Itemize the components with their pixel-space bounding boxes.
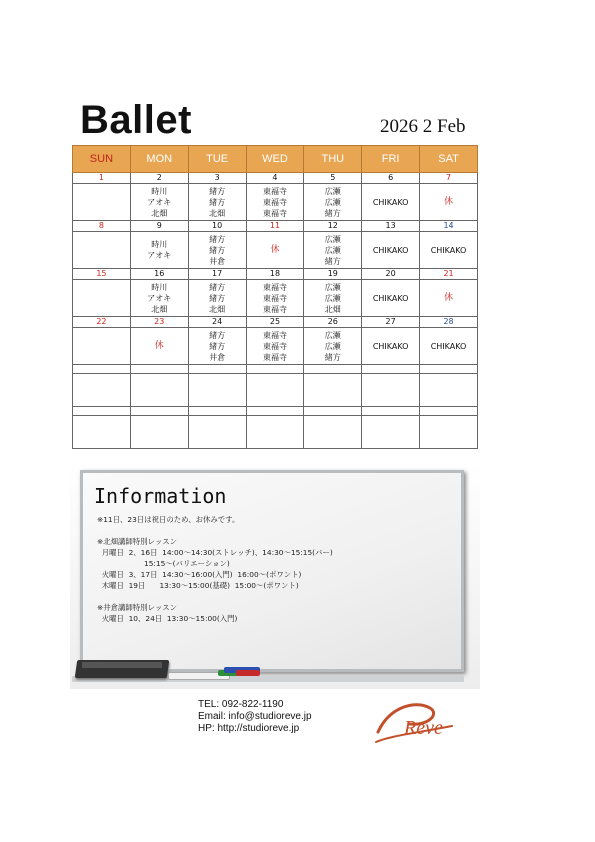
date-number: 17 <box>188 269 246 280</box>
schedule-row <box>73 280 478 317</box>
instructor-name: 緒方 <box>209 197 226 207</box>
date-number: 11 <box>246 221 304 232</box>
instructor-name: CHIKAKO <box>372 341 409 351</box>
instructor-name: 緒方 <box>324 352 341 362</box>
empty-row <box>73 365 478 374</box>
instructor-name: 緒方 <box>324 256 341 266</box>
schedule-row <box>73 184 478 221</box>
instructor-name: 緒方 <box>209 186 226 196</box>
schedule-cell <box>130 232 188 269</box>
date-number: 16 <box>130 269 188 280</box>
calendar-body <box>73 173 478 449</box>
closed-label: 休 <box>444 196 454 207</box>
instructor-name: 緒方 <box>209 234 226 244</box>
contact-tel: TEL: 092-822-1190 <box>198 699 284 710</box>
instructor-name: 東福寺 <box>262 197 287 207</box>
reve-logo <box>370 696 460 746</box>
date-row <box>73 173 478 184</box>
instructor-name: 時川 <box>151 186 168 196</box>
contact-hp: HP: http://studioreve.jp <box>198 723 300 734</box>
schedule-cell <box>130 328 188 365</box>
empty-row <box>73 374 478 407</box>
calendar-table <box>72 145 478 449</box>
schedule-cell <box>420 280 478 317</box>
instructor-name: 広瀬 <box>324 245 341 255</box>
info-title: Information <box>94 484 227 508</box>
info-line: 火曜日 3、17日 14:30〜16:00(入門) 16:00〜(ポワント) <box>97 570 302 579</box>
info-line: 火曜日 10、24日 13:30〜15:00(入門) <box>97 614 238 623</box>
schedule-cell <box>362 184 420 221</box>
date-number: 9 <box>130 221 188 232</box>
instructor-name: 広瀬 <box>324 186 341 196</box>
instructor-name: 東福寺 <box>262 341 287 351</box>
schedule-cell <box>420 328 478 365</box>
date-number: 7 <box>420 173 478 184</box>
instructor-name: 北畑 <box>209 304 226 314</box>
weekday-thu: THU <box>304 146 362 173</box>
date-number: 1 <box>73 173 131 184</box>
date-number: 24 <box>188 317 246 328</box>
schedule-cell <box>130 280 188 317</box>
date-number: 15 <box>73 269 131 280</box>
info-line <box>97 525 333 536</box>
date-number: 23 <box>130 317 188 328</box>
schedule-cell <box>130 184 188 221</box>
schedule-cell <box>246 328 304 365</box>
weekday-sun: SUN <box>73 146 131 173</box>
instructor-name: 北畑 <box>151 208 168 218</box>
date-number: 25 <box>246 317 304 328</box>
schedule-cell <box>246 280 304 317</box>
date-number: 21 <box>420 269 478 280</box>
instructor-name: 広瀬 <box>324 330 341 340</box>
instructor-name: アオキ <box>147 197 172 207</box>
weekday-header-row <box>73 146 478 173</box>
date-number: 28 <box>420 317 478 328</box>
schedule-cell <box>304 184 362 221</box>
schedule-cell <box>362 232 420 269</box>
schedule-row <box>73 232 478 269</box>
weekday-wed: WED <box>246 146 304 173</box>
schedule-cell <box>188 184 246 221</box>
info-line: ※井倉講師特別レッスン <box>97 603 178 612</box>
schedule-cell <box>362 280 420 317</box>
closed-label: 休 <box>154 340 164 351</box>
instructor-name: 東福寺 <box>262 352 287 362</box>
schedule-cell <box>420 232 478 269</box>
instructor-name: 緒方 <box>209 245 226 255</box>
info-text <box>97 514 333 624</box>
instructor-name: 緒方 <box>324 208 341 218</box>
instructor-name: 井倉 <box>209 256 226 266</box>
schedule-cell <box>188 232 246 269</box>
weekday-sat: SAT <box>420 146 478 173</box>
date-number: 2 <box>130 173 188 184</box>
info-line <box>97 591 333 602</box>
weekday-mon: MON <box>130 146 188 173</box>
instructor-name: 東福寺 <box>262 304 287 314</box>
instructor-name: 井倉 <box>209 352 226 362</box>
month-label: 2026 2 Feb <box>380 116 466 137</box>
date-number: 26 <box>304 317 362 328</box>
instructor-name: 東福寺 <box>262 282 287 292</box>
schedule-cell <box>73 280 131 317</box>
empty-row <box>73 407 478 416</box>
eraser-top <box>82 662 162 668</box>
instructor-name: 北畑 <box>151 304 168 314</box>
instructor-name: アオキ <box>147 293 172 303</box>
instructor-name: 広瀬 <box>324 197 341 207</box>
instructor-name: 緒方 <box>209 293 226 303</box>
instructor-name: 緒方 <box>209 282 226 292</box>
date-number: 6 <box>362 173 420 184</box>
date-number: 12 <box>304 221 362 232</box>
instructor-name: 広瀬 <box>324 234 341 244</box>
logo-text: Reve <box>404 717 443 739</box>
closed-label: 休 <box>444 292 454 303</box>
schedule-cell <box>73 232 131 269</box>
instructor-name: 東福寺 <box>262 330 287 340</box>
date-number: 3 <box>188 173 246 184</box>
instructor-name: 時川 <box>151 282 168 292</box>
schedule-cell <box>304 328 362 365</box>
instructor-name: 東福寺 <box>262 208 287 218</box>
instructor-name: 緒方 <box>209 330 226 340</box>
date-number: 27 <box>362 317 420 328</box>
info-line: 月曜日 2、16日 14:00〜14:30(ストレッチ)、14:30〜15:15(バー) <box>97 548 333 557</box>
date-number: 20 <box>362 269 420 280</box>
schedule-row <box>73 328 478 365</box>
contact-email: Email: info@studioreve.jp <box>198 711 312 722</box>
schedule-cell <box>420 184 478 221</box>
schedule-cell <box>304 280 362 317</box>
schedule-cell <box>246 184 304 221</box>
date-row <box>73 221 478 232</box>
instructor-name: 東福寺 <box>262 293 287 303</box>
instructor-name: CHIKAKO <box>430 341 467 351</box>
instructor-name: 広瀬 <box>324 293 341 303</box>
instructor-name: 東福寺 <box>262 186 287 196</box>
date-number: 8 <box>73 221 131 232</box>
instructor-name: CHIKAKO <box>372 245 409 255</box>
date-number: 5 <box>304 173 362 184</box>
weekday-tue: TUE <box>188 146 246 173</box>
contact-block <box>198 699 312 735</box>
schedule-cell <box>73 328 131 365</box>
closed-label: 休 <box>270 244 280 255</box>
date-number: 14 <box>420 221 478 232</box>
instructor-name: 北畑 <box>324 304 341 314</box>
info-line: ※11日、23日は祝日のため、お休みです。 <box>97 515 240 524</box>
page-title: Ballet <box>80 98 192 142</box>
instructor-name: アオキ <box>147 251 172 260</box>
schedule-cell <box>304 232 362 269</box>
weekday-fri: FRI <box>362 146 420 173</box>
date-number: 4 <box>246 173 304 184</box>
date-number: 19 <box>304 269 362 280</box>
schedule-cell <box>362 328 420 365</box>
instructor-name: CHIKAKO <box>430 245 467 255</box>
instructor-name: CHIKAKO <box>372 197 409 207</box>
date-number: 10 <box>188 221 246 232</box>
date-row <box>73 269 478 280</box>
instructor-name: 北畑 <box>209 208 226 218</box>
instructor-name: CHIKAKO <box>372 293 409 303</box>
instructor-name: 広瀬 <box>324 341 341 351</box>
date-number: 22 <box>73 317 131 328</box>
instructor-name: 時川 <box>151 240 168 249</box>
info-line: 15:15〜(バリエーション) <box>97 559 230 568</box>
info-line: 木曜日 19日 13:30〜15:00(基礎) 15:00〜(ポワント) <box>97 581 299 590</box>
date-number: 18 <box>246 269 304 280</box>
marker-red <box>236 670 260 676</box>
instructor-name: 緒方 <box>209 341 226 351</box>
date-number: 13 <box>362 221 420 232</box>
info-line: ※北畑講師特別レッスン <box>97 537 178 546</box>
schedule-cell <box>188 280 246 317</box>
empty-row <box>73 416 478 449</box>
schedule-cell <box>188 328 246 365</box>
date-row <box>73 317 478 328</box>
instructor-name: 広瀬 <box>324 282 341 292</box>
schedule-cell <box>246 232 304 269</box>
schedule-cell <box>73 184 131 221</box>
